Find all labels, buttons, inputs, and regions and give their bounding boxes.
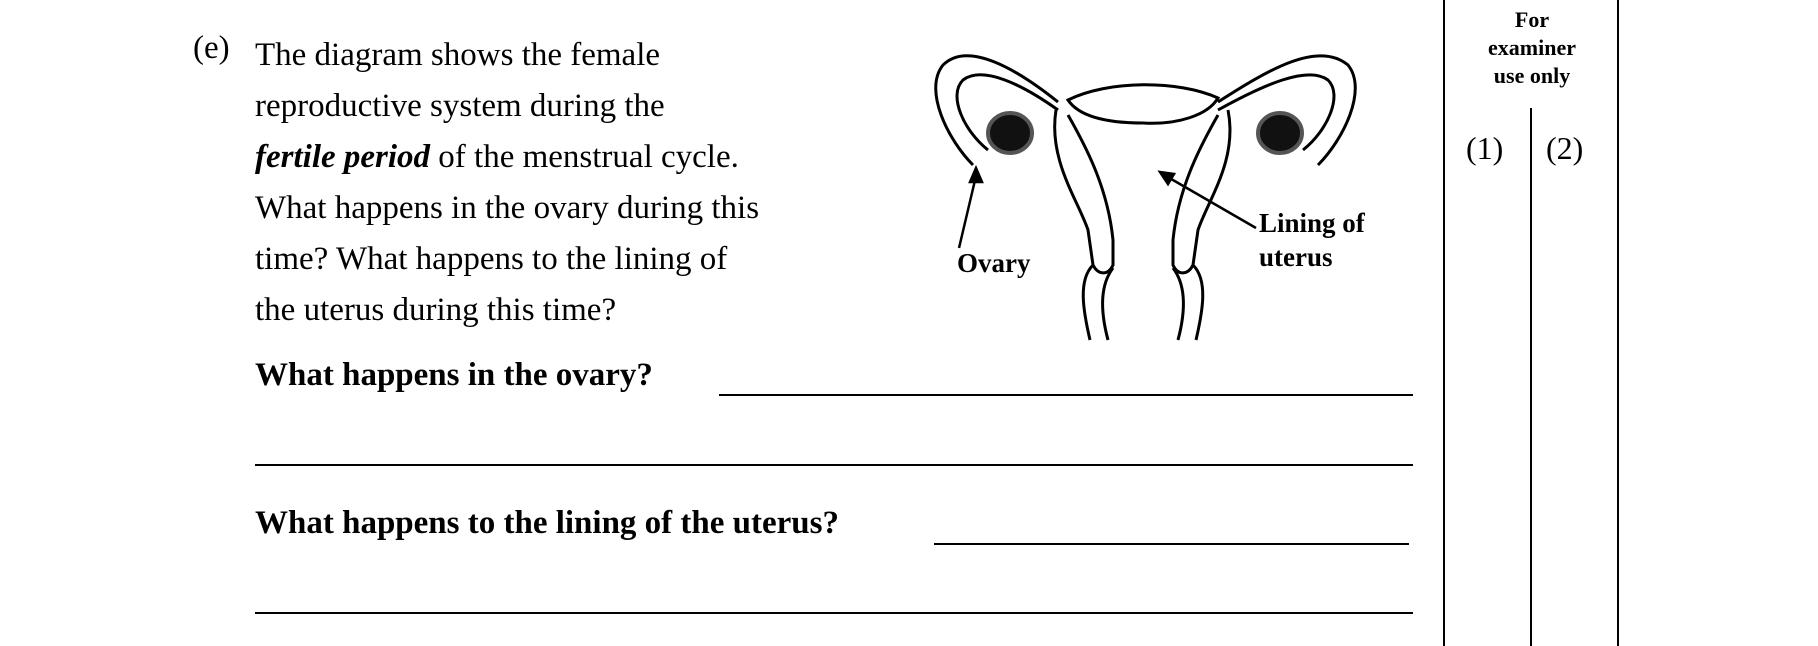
reproductive-system-diagram (928, 40, 1368, 356)
lining-prompt: What happens to the lining of the uterus? (255, 505, 839, 541)
right-ovary (1258, 113, 1302, 153)
question-text (255, 30, 855, 336)
question-line: The diagram shows the female (255, 37, 661, 73)
uterine-wall-left (1055, 110, 1113, 273)
ovary-answer-line-1[interactable] (719, 394, 1413, 396)
examiner-column-divider (1530, 108, 1532, 646)
lining-answer-line-1[interactable] (934, 543, 1409, 545)
uterine-wall-right (1173, 110, 1230, 273)
ovary-answer-line-2[interactable] (255, 464, 1413, 466)
emphasis-text: fertile period (255, 139, 431, 175)
question-line: reproductive system during the (255, 88, 665, 124)
question-line: the uterus during this time? (255, 292, 617, 328)
ovary-label: Ovary (957, 248, 1031, 278)
lining-label: Lining of uterus (1259, 208, 1365, 272)
examiner-column-1: (1) (1466, 130, 1504, 166)
question-line: fertile period of the menstrual cycle. (255, 139, 739, 175)
left-ovary (988, 113, 1032, 153)
question-line: What happens in the ovary during this (255, 190, 760, 226)
examiner-column-2: (2) (1546, 130, 1584, 166)
examiner-border-right (1617, 0, 1619, 646)
lining-answer-line-2[interactable] (255, 612, 1413, 614)
question-line: time? What happens to the lining of (255, 241, 728, 277)
question-label: (e) (193, 30, 230, 66)
examiner-border-left (1443, 0, 1445, 646)
examiner-heading: For examiner use only (1488, 7, 1576, 88)
ovary-arrow (959, 176, 976, 248)
vagina (1083, 265, 1113, 340)
uterus-fundus (1068, 85, 1218, 124)
ovary-prompt: What happens in the ovary? (255, 357, 653, 393)
